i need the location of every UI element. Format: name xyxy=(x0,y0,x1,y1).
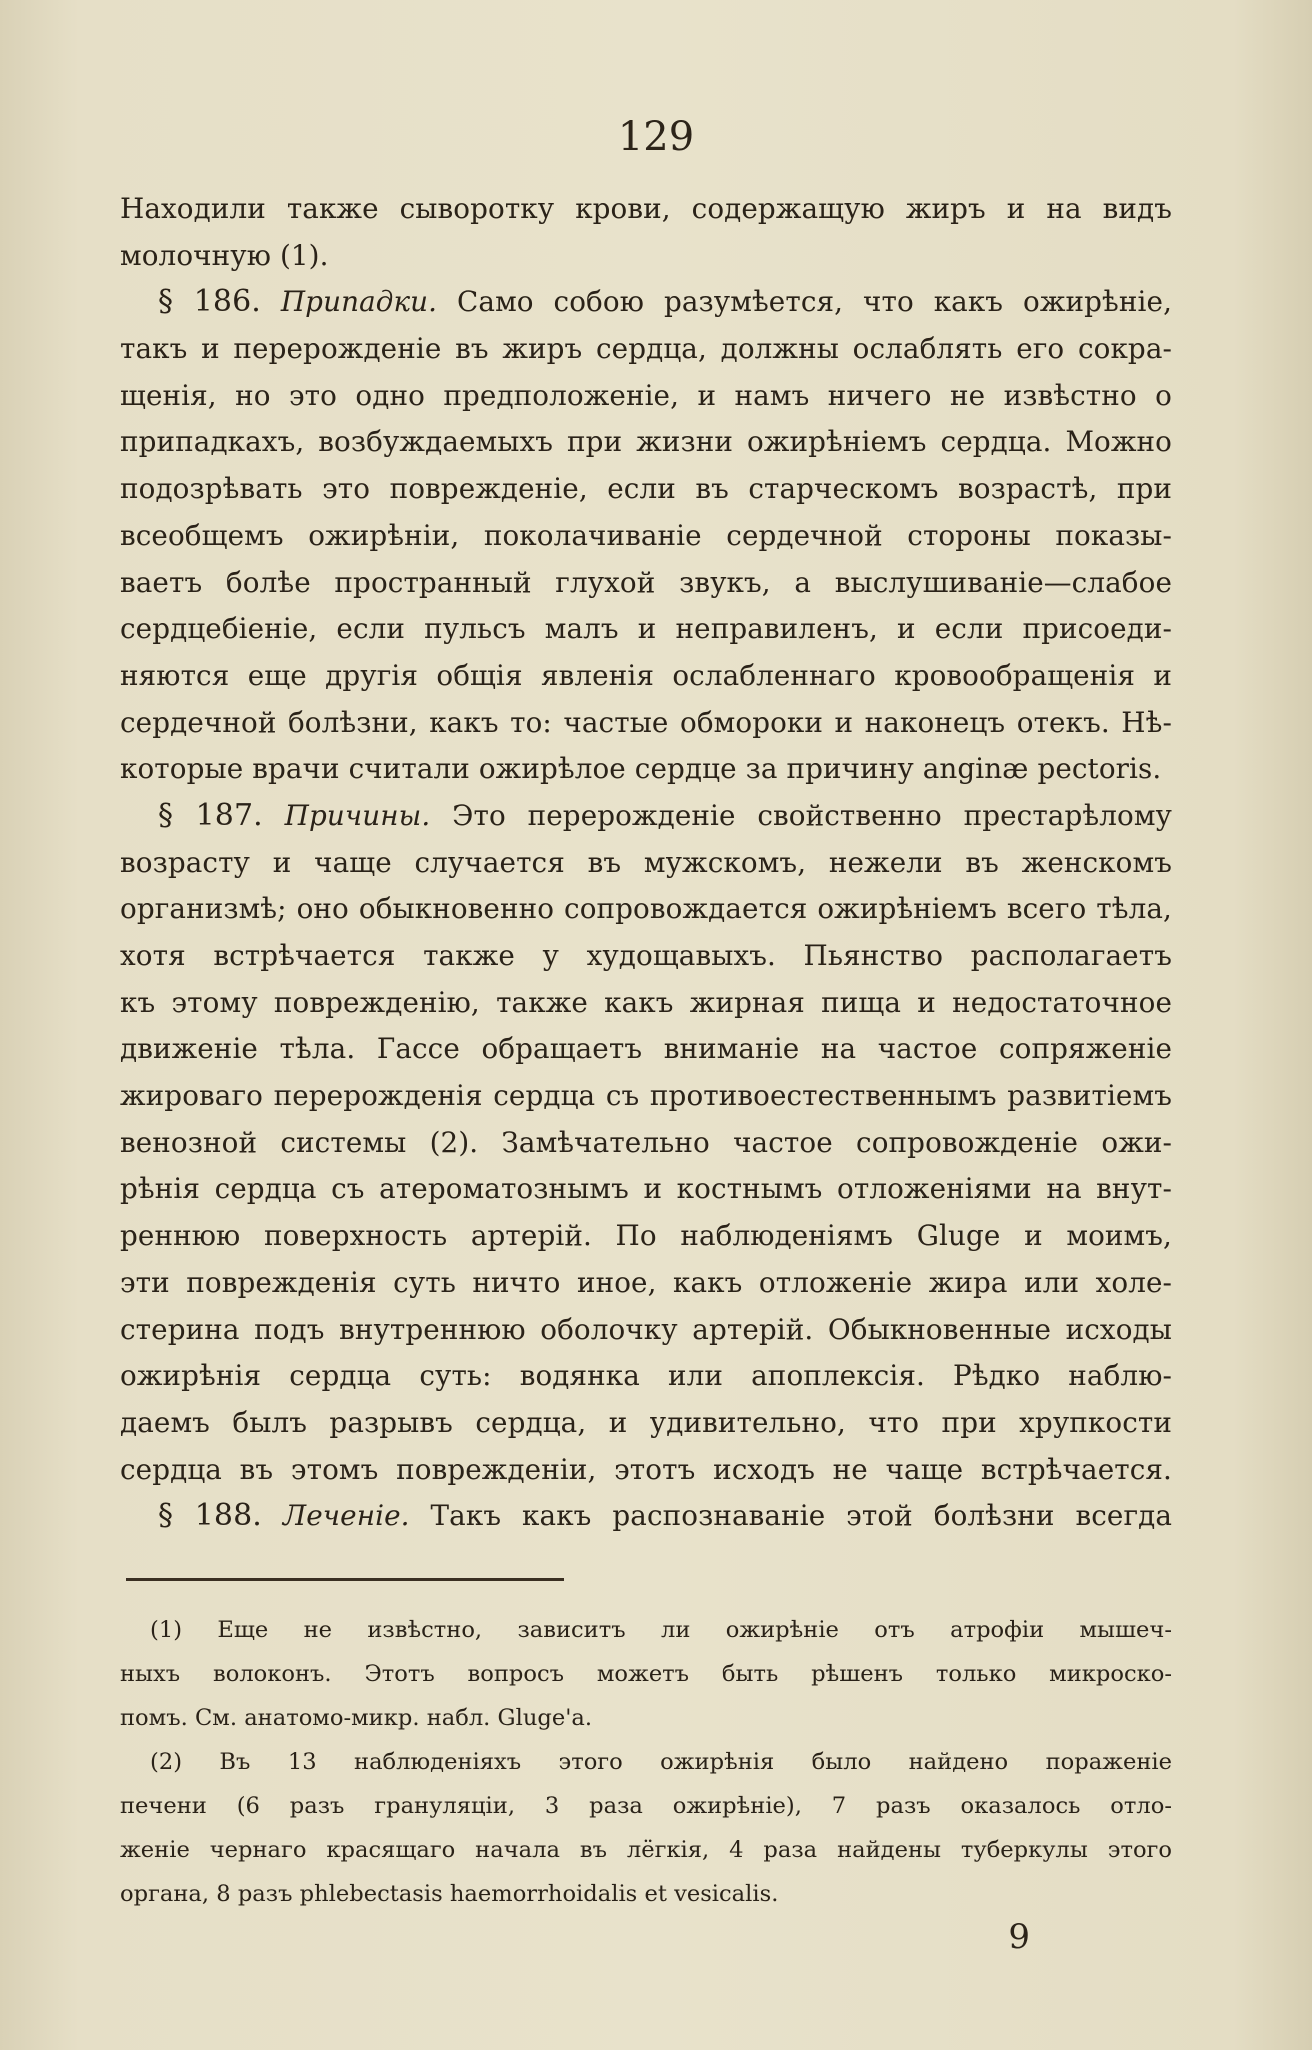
section-title: Причины. xyxy=(284,798,431,832)
text-line: къ этому поврежденію, также какъ жирная пища и недостаточное xyxy=(120,985,1172,1019)
text-line: подозрѣвать это поврежденіе, если въ старческомъ возрастѣ, при xyxy=(120,472,1172,506)
text-line: ваетъ болѣе пространный глухой звукъ, а выслушиваніе—слабое xyxy=(120,565,1172,599)
text-line: молочную (1). xyxy=(120,238,329,272)
section-number: § 188. xyxy=(158,1498,262,1534)
text-line: няются еще другія общія явленія ослабленнаго кровообращенія и xyxy=(120,658,1172,692)
text-line: § 186. Припадки. Само собою разумѣется, что какъ ожирѣніе, xyxy=(158,284,1172,320)
footnote-line: (2) Въ 13 наблюденіяхъ этого ожирѣнія было найдено пораженіе xyxy=(150,1749,1172,1775)
section-number: § 187. xyxy=(158,797,263,833)
text-line: даемъ былъ разрывъ сердца, и удивительно, что при хрупкости xyxy=(120,1405,1172,1439)
text-line: всеобщемъ ожирѣніи, поколачиваніе сердечной стороны показы- xyxy=(120,518,1172,552)
text-line: движеніе тѣла. Гассе обращаетъ вниманіе на частое сопряженіе xyxy=(120,1032,1172,1066)
text-line: § 187. Причины. Это перерожденіе свойственно престарѣлому xyxy=(158,797,1172,833)
text-line: организмѣ; оно обыкновенно сопровождается ожирѣніемъ всего тѣла, xyxy=(120,892,1172,926)
footnote-line: (1) Еще не извѣстно, зависитъ ли ожирѣніе отъ атрофіи мышеч- xyxy=(150,1617,1172,1643)
section-number: § 186. xyxy=(158,284,261,320)
text-line: сердца въ этомъ поврежденіи, этотъ исходъ не чаще встрѣчается. xyxy=(120,1452,1172,1486)
text-line: возрасту и чаще случается въ мужскомъ, нежели въ женскомъ xyxy=(120,845,1172,879)
footnotes xyxy=(120,1608,1172,1916)
text-line: ожирѣнія сердца суть: водянка или апоплексія. Рѣдко наблю- xyxy=(120,1359,1172,1393)
main-text xyxy=(120,186,1172,1540)
text-line: рѣнія сердца съ атероматознымъ и костнымъ отложеніями на внут- xyxy=(120,1172,1172,1206)
text-line: щенія, но это одно предположеніе, и намъ ничего не извѣстно о xyxy=(120,378,1172,412)
text-line: эти поврежденія суть ничто иное, какъ отложеніе жира или холе- xyxy=(120,1265,1172,1299)
footnote-line: печени (6 разъ грануляціи, 3 раза ожирѣніе), 7 разъ оказалось отло- xyxy=(120,1793,1172,1819)
text-line: сердечной болѣзни, какъ то: частые обмороки и наконецъ отекъ. Нѣ- xyxy=(120,705,1172,739)
text-line: Находили также сыворотку крови, содержащую жиръ и на видъ xyxy=(120,192,1172,225)
footnote-line: органа, 8 разъ phlebectasis haemorrhoidalis et vesicalis. xyxy=(120,1881,779,1907)
text-line: припадкахъ, возбуждаемыхъ при жизни ожирѣніемъ сердца. Можно xyxy=(120,425,1172,459)
text-line: которые врачи считали ожирѣлое сердце за причину anginæ pectoris. xyxy=(120,752,1162,786)
text-line: венозной системы (2). Замѣчательно частое сопровожденіе ожи- xyxy=(120,1125,1172,1159)
footnote-line: женіе чернаго красящаго начала въ лёгкія, 4 раза найдены туберкулы этого xyxy=(120,1837,1172,1863)
section-title: Леченіе. xyxy=(282,1499,410,1533)
text-line: сердцебіеніе, если пульсъ малъ и неправиленъ, и если присоеди- xyxy=(120,612,1172,646)
text-line: § 188. Леченіе. Такъ какъ распознаваніе этой болѣзни всегда xyxy=(158,1498,1172,1534)
text-line: хотя встрѣчается также у худощавыхъ. Пьянство располагаетъ xyxy=(120,939,1172,972)
footnote-line: помъ. См. анатомо-микр. набл. Gluge'а. xyxy=(120,1705,593,1731)
text-line: реннюю поверхность артерій. По наблюденіямъ Gluge и моимъ, xyxy=(120,1219,1172,1253)
text-line: жироваго перерожденія сердца съ противоестественнымъ развитіемъ xyxy=(120,1079,1172,1113)
text-line: такъ и перерожденіе въ жиръ сердца, должны ослаблять его сокра- xyxy=(120,332,1172,366)
text-line: стерина подъ внутреннюю оболочку артерій. Обыкновенные исходы xyxy=(120,1312,1172,1346)
footnote-line: ныхъ волоконъ. Этотъ вопросъ можетъ быть рѣшенъ только микроско- xyxy=(120,1661,1172,1687)
section-title: Припадки. xyxy=(280,285,438,319)
page-number: 129 xyxy=(617,114,695,160)
signature-mark: 9 xyxy=(1008,1917,1030,1957)
footnote-separator xyxy=(126,1578,564,1581)
